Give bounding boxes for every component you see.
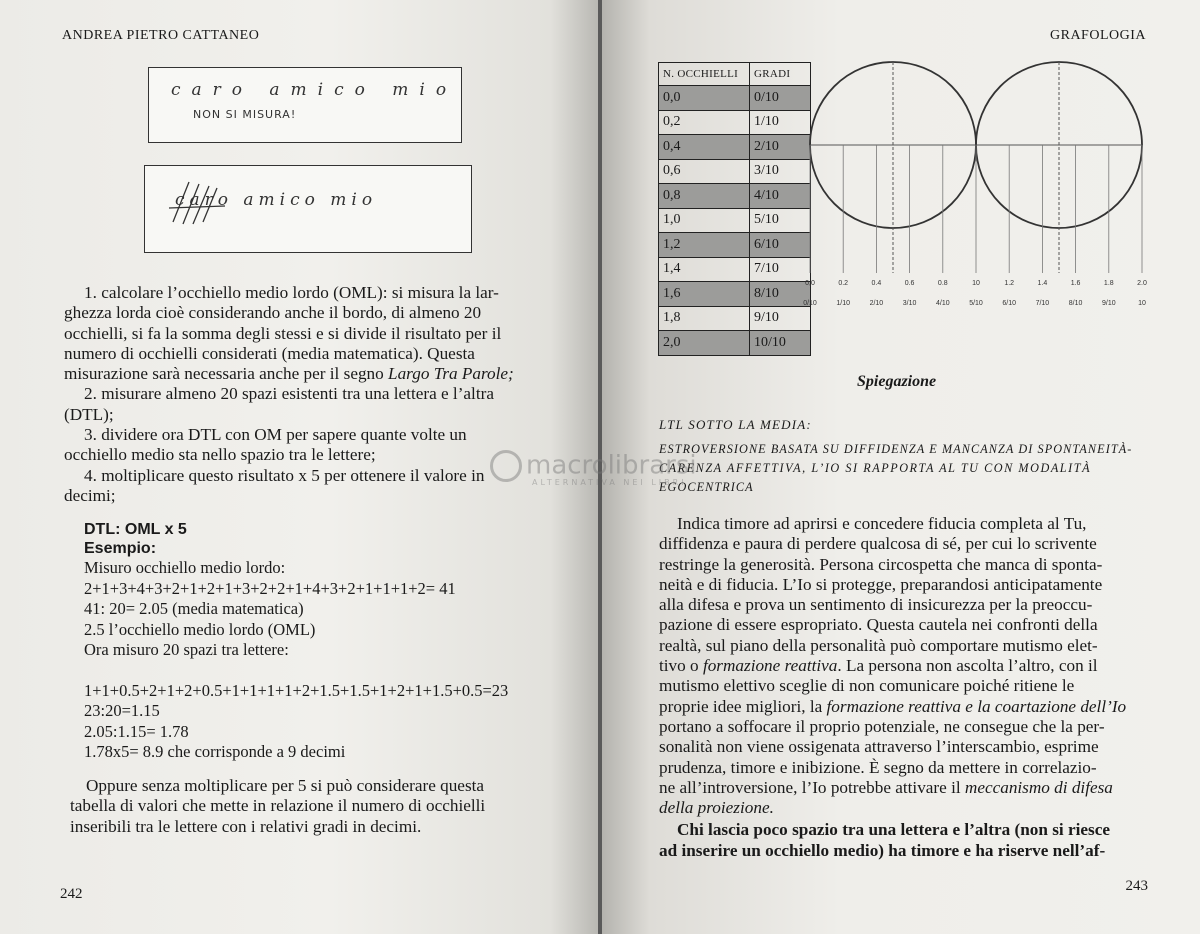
step-line: occhielli, si fa la somma degli stessi e si divide il risultato per il bbox=[64, 323, 502, 343]
step-line: occhiello medio sta nello spazio tra le lettere; bbox=[64, 445, 376, 465]
table-row bbox=[659, 233, 811, 258]
calc-line: 1.78x5= 8.9 che corrisponde a 9 decimi bbox=[84, 742, 346, 761]
explanation-text bbox=[659, 514, 1149, 861]
running-head-right: GRAFOLOGIA bbox=[1050, 28, 1146, 43]
diagram-bottom-label: 5/10 bbox=[969, 300, 983, 307]
calc-line: 23:20=1.15 bbox=[84, 701, 160, 720]
handwriting-sample-1 bbox=[148, 67, 462, 143]
italic-term: formazione reattiva e la coartazione dell’Io bbox=[826, 696, 1127, 716]
diagram-top-label: 0,0 bbox=[805, 280, 815, 287]
section-title: Spiegazione bbox=[857, 373, 937, 390]
table-cell: 1,4 bbox=[659, 257, 750, 282]
bold-line: ad inserire un occhiello medio) ha timore e ha riserve nell’af- bbox=[659, 840, 1106, 860]
italic-term: meccanismo di difesa bbox=[964, 777, 1113, 797]
diagram-top-label: 1.4 bbox=[1037, 280, 1048, 287]
table-row bbox=[659, 135, 811, 160]
diagram-bottom-label: 8/10 bbox=[1068, 300, 1083, 307]
closing-line: inseribili tra le lettere con i relativi gradi in decimi. bbox=[70, 816, 422, 836]
diagram-top-label: 1.2 bbox=[1004, 280, 1015, 287]
example-line: 2.5 l’occhiello medio lordo (OML) bbox=[84, 619, 316, 639]
table-cell: 0,2 bbox=[659, 110, 750, 135]
table-cell: 1,0 bbox=[659, 208, 750, 233]
table-row bbox=[659, 86, 811, 111]
diagram-lines bbox=[810, 62, 1142, 273]
table-cell: 4/10 bbox=[750, 184, 811, 209]
example-block bbox=[84, 520, 564, 558]
step-italic: Largo Tra Parole; bbox=[388, 364, 514, 384]
bold-line: Chi lascia poco spazio tra una lettera e l’altra (non si riesce bbox=[677, 820, 1110, 840]
para-line: alla difesa e prova un sentimento di insicurezza per la preoccu- bbox=[659, 595, 1093, 615]
para-line: tivo o bbox=[659, 656, 699, 676]
diagram-top-label: 0.2 bbox=[838, 280, 849, 287]
diagram-bottom-label: 0/10 bbox=[803, 300, 817, 307]
page-number-right: 243 bbox=[1125, 878, 1148, 894]
sample-1-line-1: caro amico mio bbox=[171, 80, 458, 100]
table-cell: 3/10 bbox=[750, 159, 811, 184]
diagram-bottom-label: 1/10 bbox=[836, 300, 851, 307]
para-line: portano a soffocare il proprio potenziale, ne consegue che la per- bbox=[659, 716, 1105, 736]
calc-line: 1+1+0.5+2+1+2+0.5+1+1+1+1+2+1.5+1.5+1+2+1+1.5+0.5=23 bbox=[84, 680, 509, 700]
diagram-bottom-label: 6/10 bbox=[1002, 300, 1017, 307]
diagram-bottom-label: 2/10 bbox=[869, 300, 884, 307]
italic-term: della proiezione. bbox=[659, 798, 774, 818]
diagram-bottom-labels bbox=[803, 300, 1146, 307]
diagram-top-label: 0.8 bbox=[937, 280, 948, 287]
table-cell: 0,0 bbox=[659, 86, 750, 111]
table-row bbox=[659, 159, 811, 184]
step-line: 3. dividere ora DTL con OM per sapere quante volte un bbox=[84, 425, 467, 445]
table-cell: 2,0 bbox=[659, 331, 750, 356]
diagram-top-label: 0.6 bbox=[904, 280, 915, 287]
table-row bbox=[659, 306, 811, 331]
para-line: . La persona non ascolta l’altro, con il bbox=[837, 656, 1098, 676]
closing-line: Oppure senza moltiplicare per 5 si può considerare questa bbox=[86, 776, 485, 795]
table-cell: 5/10 bbox=[750, 208, 811, 233]
watermark-brand: macrolibrarsi bbox=[526, 450, 697, 481]
table-cell: 6/10 bbox=[750, 233, 811, 258]
table-row bbox=[659, 184, 811, 209]
para-line: diffidenza e paura di perdere qualcosa di sé, per cui lo scrivente bbox=[659, 534, 1097, 554]
watermark bbox=[490, 450, 697, 487]
table-row bbox=[659, 257, 811, 282]
watermark-tagline: ALTERNATIVA NEI LIBRI bbox=[532, 478, 687, 487]
table-cell: 1/10 bbox=[750, 110, 811, 135]
table-cell: 8/10 bbox=[750, 282, 811, 307]
table-cell: 2/10 bbox=[750, 135, 811, 160]
closing-text bbox=[70, 776, 560, 837]
table-cell: 1,8 bbox=[659, 306, 750, 331]
step-line: decimi; bbox=[64, 485, 116, 505]
sample-1-line-2: NON SI MISURA! bbox=[193, 108, 297, 121]
step-line: 2. misurare almeno 20 spazi esistenti tra una lettera e l’altra bbox=[84, 384, 494, 404]
calc-line: 2.05:1.15= 1.78 bbox=[84, 721, 189, 741]
diagram-bottom-label: 4/10 bbox=[935, 300, 950, 307]
para-line: Indica timore ad aprirsi e concedere fiducia completa al Tu, bbox=[677, 514, 1087, 533]
table-cell: 9/10 bbox=[750, 306, 811, 331]
para-line: ne all’introversione, l’Io potrebbe attivare il bbox=[659, 777, 961, 797]
occhielli-table bbox=[658, 62, 811, 356]
table-row bbox=[659, 208, 811, 233]
example-line: 2+1+3+4+3+2+1+2+1+3+2+2+1+4+3+2+1+1+1+2= 41 bbox=[84, 578, 456, 598]
table-header: N. OCCHIELLI bbox=[659, 63, 750, 86]
table-header-row bbox=[659, 63, 811, 86]
para-line: neità e di fiducia. L’Io si protegge, preparandosi anticipatamente bbox=[659, 574, 1103, 594]
italic-term: formazione reattiva bbox=[702, 656, 838, 676]
para-line: prudenza, timore e inibizione. È segno da mettere in correlazio- bbox=[659, 757, 1097, 777]
example-line: Ora misuro 20 spazi tra lettere: bbox=[84, 640, 289, 659]
table-row bbox=[659, 110, 811, 135]
para-line: mutismo elettivo sceglie di non comunicare poiché ritiene le bbox=[659, 676, 1075, 696]
diagram-top-label: 0.4 bbox=[871, 280, 882, 287]
ltl-line: EGOCENTRICA bbox=[659, 480, 754, 494]
table-row bbox=[659, 331, 811, 356]
formula: DTL: OML x 5 bbox=[84, 521, 187, 538]
para-line: pazione di essere espropriato. Questa cautela nei confronti della bbox=[659, 615, 1098, 635]
closing-line: tabella di valori che mette in relazione il numero di occhielli bbox=[70, 796, 486, 816]
step-line: ghezza lorda cioè considerando anche il bordo, di almeno 20 bbox=[64, 303, 482, 323]
table-cell: 10/10 bbox=[750, 331, 811, 356]
ltl-label: LTL SOTTO LA MEDIA: bbox=[659, 417, 812, 432]
occhielli-diagram bbox=[802, 60, 1148, 332]
steps-text bbox=[64, 283, 554, 506]
example-line: Misuro occhiello medio lordo: bbox=[84, 558, 286, 577]
para-line: sonalità non viene ossigenata attraverso l’interscambio, esprime bbox=[659, 737, 1099, 757]
handwriting-sample-2 bbox=[144, 165, 472, 253]
table-cell: 1,6 bbox=[659, 282, 750, 307]
diagram-bottom-label: 9/10 bbox=[1101, 300, 1116, 307]
diagram-top-label: 10 bbox=[972, 280, 980, 287]
step-line: (DTL); bbox=[64, 404, 114, 424]
table-header: GRADI bbox=[750, 63, 811, 86]
example-lines bbox=[84, 558, 564, 763]
diagram-top-label: 1.6 bbox=[1070, 280, 1081, 287]
step-line: misurazione sarà necessaria anche per il segno bbox=[64, 364, 384, 384]
para-line: realtà, sul piano della personalità può comportare mutismo elet- bbox=[659, 635, 1098, 655]
running-head-left: ANDREA PIETRO CATTANEO bbox=[62, 28, 260, 43]
ltl-line: ESTROVERSIONE BASATA SU DIFFIDENZA E MANCANZA DI SPONTANEITÀ- bbox=[659, 442, 1133, 456]
table-cell: 7/10 bbox=[750, 257, 811, 282]
ltl-line: CARENZA AFFETTIVA, L’IO SI RAPPORTA AL TU CON MODALITÀ bbox=[659, 461, 1092, 475]
step-line: 1. calcolare l’occhiello medio lordo (OML): si misura la lar- bbox=[84, 283, 499, 302]
table-cell: 0,6 bbox=[659, 159, 750, 184]
example-line: 41: 20= 2.05 (media matematica) bbox=[84, 599, 304, 618]
diagram-bottom-label: 10 bbox=[1138, 300, 1146, 307]
para-line: restringe la generosità. Persona circospetta che manca di sponta- bbox=[659, 554, 1103, 574]
step-line: numero di occhielli considerati (media matematica). Questa bbox=[64, 343, 475, 363]
diagram-top-label: 2.0 bbox=[1137, 280, 1147, 287]
diagram-top-label: 1.8 bbox=[1103, 280, 1114, 287]
diagram-bottom-label: 3/10 bbox=[902, 300, 917, 307]
para-line: proprie idee migliori, la bbox=[659, 696, 823, 716]
diagram-top-labels bbox=[805, 280, 1147, 287]
table-cell: 0/10 bbox=[750, 86, 811, 111]
table-cell: 0,4 bbox=[659, 135, 750, 160]
table-cell: 1,2 bbox=[659, 233, 750, 258]
sample-2-text: caro amico mio bbox=[175, 190, 378, 210]
table-cell: 0,8 bbox=[659, 184, 750, 209]
step-line: 4. moltiplicare questo risultato x 5 per ottenere il valore in bbox=[84, 465, 485, 485]
example-head: Esempio: bbox=[84, 540, 157, 557]
watermark-logo-icon bbox=[490, 450, 522, 482]
table-row bbox=[659, 282, 811, 307]
diagram-bottom-label: 7/10 bbox=[1035, 300, 1050, 307]
page-number-left: 242 bbox=[60, 886, 83, 902]
